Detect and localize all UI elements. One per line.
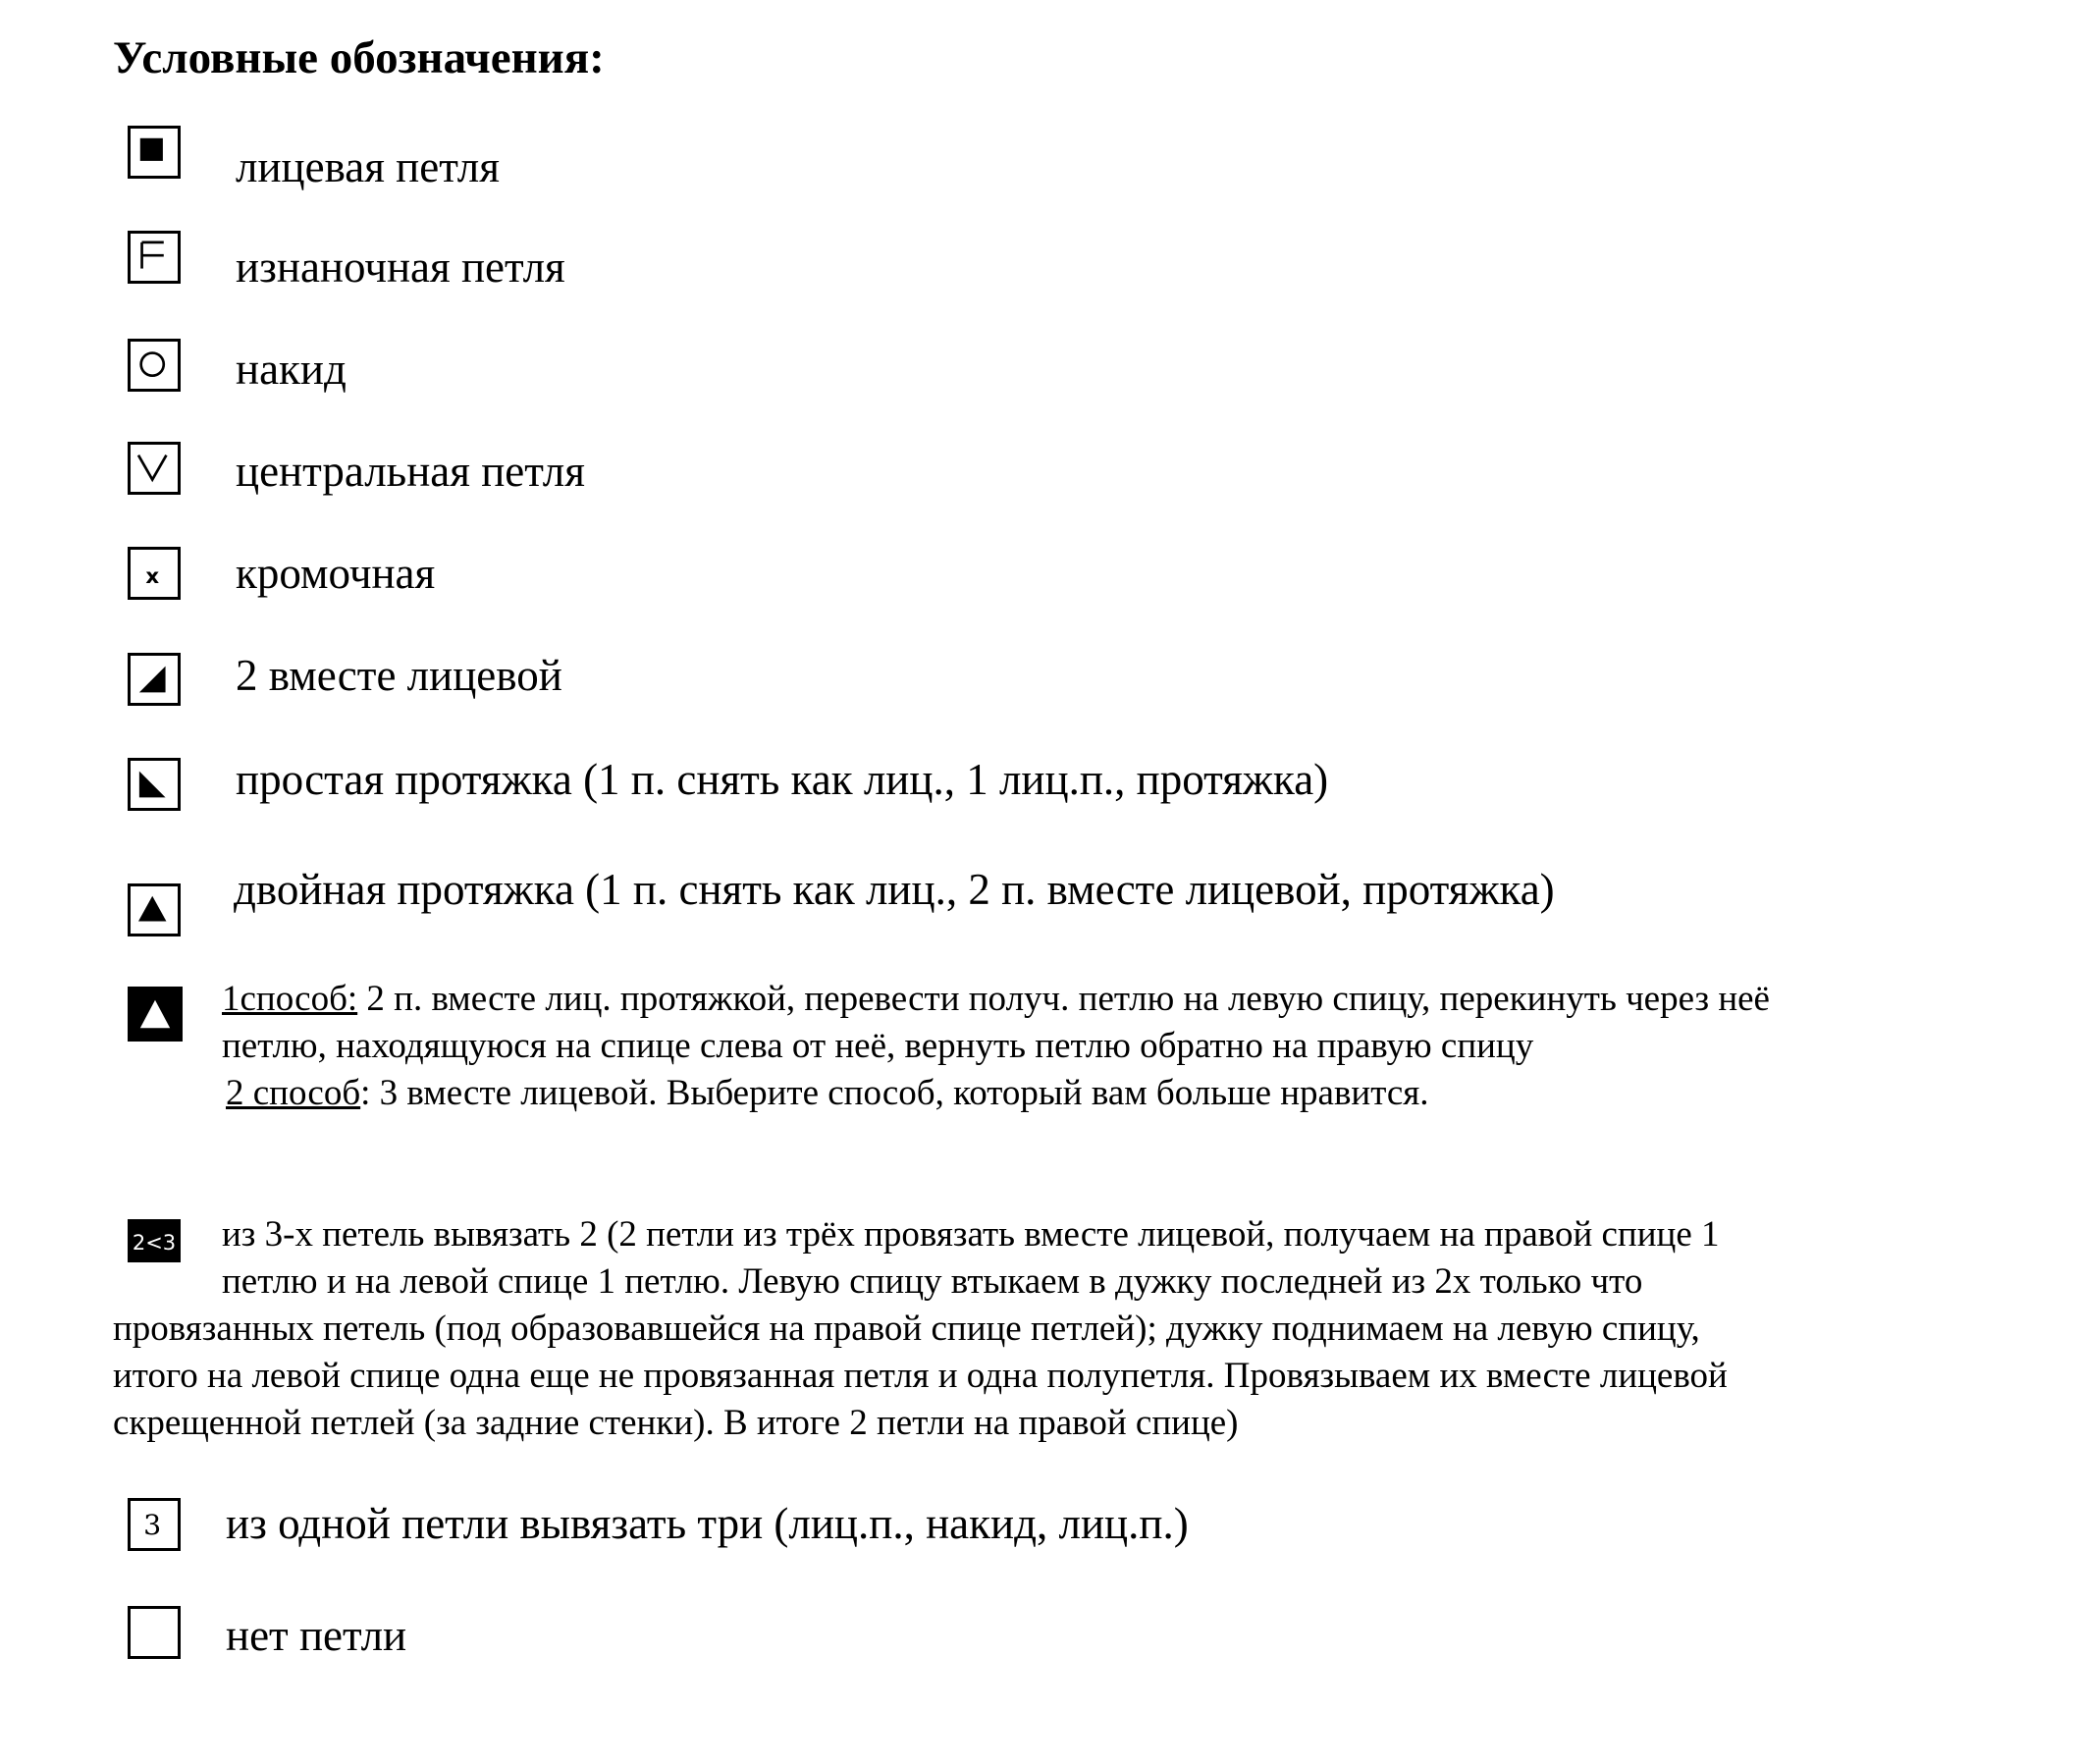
two-from-three-line3: провязанных петель (под образовавшейся на правой спице петлей); дужку поднимаем на левую спицу, [113, 1309, 1700, 1349]
ssk-icon [128, 758, 181, 811]
method2-text: : 3 вместе лицевой. Выберите способ, который вам больше нравится. [360, 1073, 1429, 1113]
method2-label: 2 способ [226, 1073, 361, 1113]
yarn-over-icon [128, 339, 181, 392]
legend-label-knit: лицевая петля [236, 142, 500, 191]
legend-label-edge: кромочная [236, 549, 436, 598]
legend-label-double-decrease: двойная протяжка (1 п. снять как лиц., 2 п. вместе лицевой, протяжка) [234, 865, 1555, 914]
legend-label-no-stitch: нет петли [226, 1611, 407, 1660]
legend-label-yarn-over: накид [236, 345, 347, 394]
three-from-one-icon [128, 1498, 181, 1551]
legend-label-central: центральная петля [236, 447, 585, 496]
svg-text:x: x [145, 563, 160, 589]
two-from-three-line2: петлю и на левой спице 1 петлю. Левую спицу втыкаем в дужку последней из 2х только что [222, 1261, 1643, 1302]
legend-label-three-from-one: из одной петли вывязать три (лиц.п., накид, лиц.п.) [226, 1499, 1189, 1548]
svg-text:3: 3 [143, 1508, 162, 1541]
edge-stitch-icon [128, 547, 181, 600]
purl-stitch-icon [128, 231, 181, 284]
no-stitch-icon [128, 1606, 181, 1659]
legend-label-purl: изнаночная петля [236, 242, 565, 292]
legend-label-ssk: простая протяжка (1 п. снять как лиц., 1 лиц.п., протяжка) [236, 755, 1329, 804]
two-from-three-line4: итого на левой спице одна еще не провязанная петля и одна полупетля. Провязываем их вместе лицевой [113, 1356, 1728, 1396]
triple-decrease-icon [128, 987, 183, 1042]
legend-title: Условные обозначения: [113, 32, 605, 83]
legend-label-k2tog: 2 вместе лицевой [236, 651, 562, 700]
method1-text: 2 п. вместе лиц. протяжкой, перевести получ. петлю на левую спицу, перекинуть через неё [357, 979, 1770, 1019]
central-stitch-icon [128, 442, 181, 495]
method1-line2: петлю, находящуюся на спице слева от неё, вернуть петлю обратно на правую спицу [222, 1026, 1534, 1066]
two-from-three-line1: из 3-х петель вывязать 2 (2 петли из трёх провязать вместе лицевой, получаем на правой спице 1 [222, 1214, 1720, 1255]
method2-line [226, 1070, 1429, 1117]
k2tog-icon [128, 653, 181, 706]
svg-text:2<3: 2<3 [132, 1231, 177, 1255]
double-decrease-icon [128, 883, 181, 936]
method1-label: 1способ: [222, 979, 358, 1019]
knit-stitch-icon [128, 126, 181, 179]
method1-line1 [222, 976, 1770, 1023]
two-from-three-icon [128, 1219, 181, 1262]
two-from-three-line5: скрещенной петлей (за задние стенки). В итоге 2 петли на правой спице) [113, 1403, 1239, 1443]
